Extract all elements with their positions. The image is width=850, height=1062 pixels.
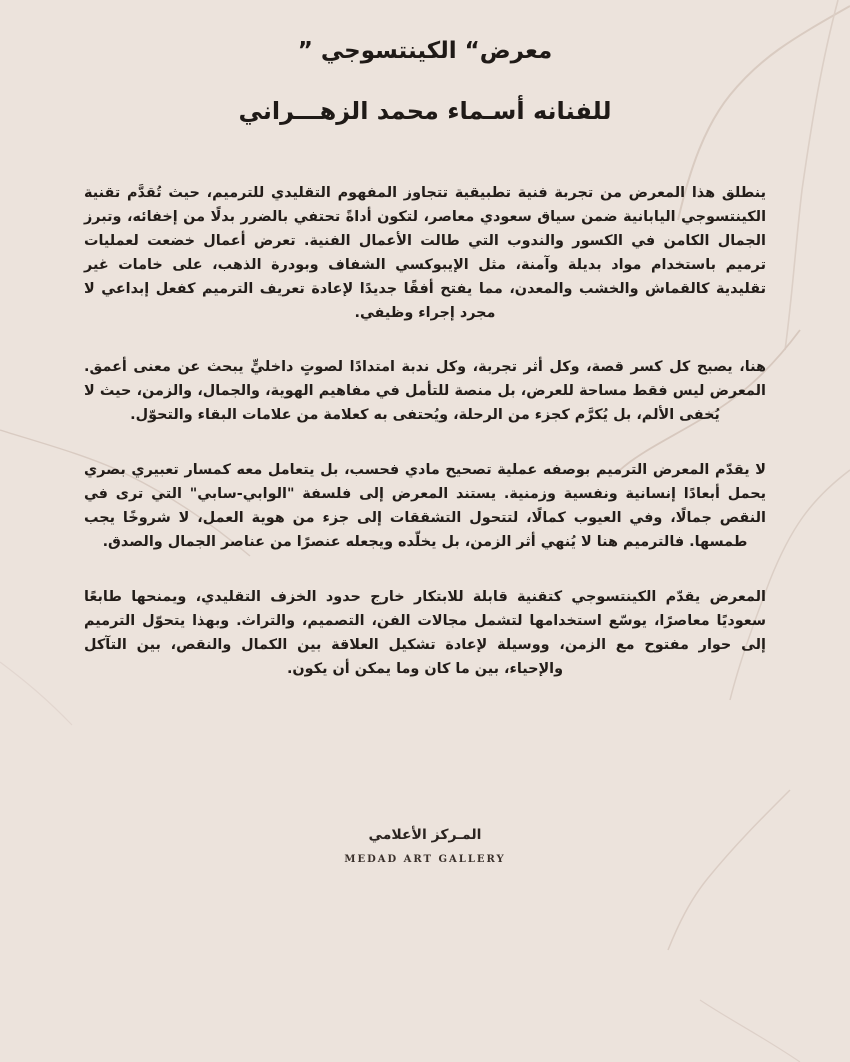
statement-body	[84, 182, 766, 681]
paragraph-3: لا يقدّم المعرض الترميم بوصفه عملية تصحيح مادي فحسب، بل يتعامل معه كمسار تعبيري بصري يحمل أبعادًا إنسانية ونفسية وزمنية. يستند المعرض إلى فلسفة "الوابي-سابي" التي ترى في النقص جمالًا، وفي العيوب كمالًا، لتتحول التشققات إلى جزء من هوية العمل، لا شروخًا يجب طمسها. فالترميم هنا لا يُنهي أثر الزمن، بل يخلّده ويجعله عنصرًا من عناصر الجمال والصدق.	[84, 462, 766, 550]
exhibition-title: معرض“ الكينتسوجي ”	[297, 38, 553, 64]
paragraph-2: هنا، يصبح كل كسر قصة، وكل أثر تجربة، وكل ندبة امتدادًا لصوتٍ داخليٍّ يبحث عن معنى أعمق. المعرض ليس فقط مساحة للعرض، بل منصة للتأمل في مفاهيم الهوية، والجمال، والزمن، حيث لا يُخفى الألم، بل يُكرَّم كجزء من الرحلة، ويُحتفى به كعلامة من علامات البقاء والتحوّل.	[84, 359, 766, 424]
paragraph-4: المعرض يقدّم الكينتسوجي كتقنية قابلة للابتكار خارج حدود الخزف التقليدي، ويمنحها طابعًا سعوديًا معاصرًا، يوسّع استخدامها لتشمل مجالات الفن، التصميم، والتراث. وبهذا يتحوّل الترميم إلى حوار مفتوح مع الزمن، ووسيلة لإعادة تشكيل العلاقة بين الكمال والنقص، بين التآكل والإحياء، بين ما كان وما يمكن أن يكون.	[84, 588, 766, 677]
gallery-name: MEDAD ART GALLERY	[344, 854, 506, 866]
artist-name: للفنانه أسـماء محمد الزهـــراني	[238, 97, 612, 126]
gallery-footer	[0, 826, 850, 865]
media-center-label: المـركز الأعلامي	[368, 827, 482, 843]
paragraph-1: ينطلق هذا المعرض من تجربة فنية تطبيقية تتجاوز المفهوم التقليدي للترميم، حيث تُقدَّم تقنية الكينتسوجي اليابانية ضمن سياق سعودي معاصر، لتكون أداةً تحتفي بالضرر بدلًا من إخفائه، وتبرز الجمال الكامن في الكسور والندوب التي طالت الأعمال الفنية. تعرض أعمال خضعت لعمليات ترميم باستخدام مواد بديلة وآمنة، مثل الإيبوكسي الشفاف وبودرة الذهب، على خامات غير تقليدية كالقماش والخشب والمعدن، مما يفتح أفقًا جديدًا لإعادة تعريف الترميم كفعل إبداعي لا مجرد إجراء وظيفي.	[84, 185, 766, 321]
